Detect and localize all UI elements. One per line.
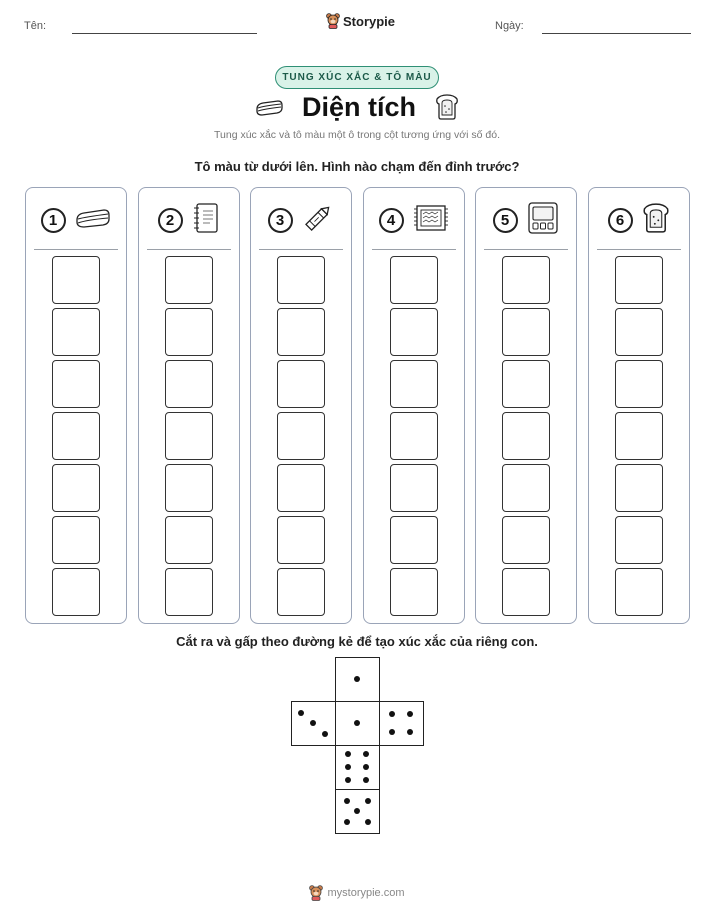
color-cell[interactable] — [615, 464, 663, 512]
column-header — [589, 200, 689, 240]
color-cell[interactable] — [390, 308, 438, 356]
column-number: 4 — [379, 208, 404, 233]
column-2 — [138, 187, 240, 624]
column-divider — [259, 249, 343, 250]
color-cell[interactable] — [277, 412, 325, 460]
rug-icon — [412, 203, 450, 238]
column-header — [364, 200, 464, 240]
die-pip — [363, 777, 369, 783]
die-pip — [363, 764, 369, 770]
color-cell[interactable] — [52, 568, 100, 616]
color-cell[interactable] — [390, 568, 438, 616]
die-pip — [407, 711, 413, 717]
brand-logo — [326, 13, 395, 29]
column-number: 6 — [608, 208, 633, 233]
color-cell[interactable] — [615, 256, 663, 304]
die-pip — [310, 720, 316, 726]
column-number: 2 — [158, 208, 183, 233]
footer-url: mystorypie.com — [327, 887, 405, 899]
activity-pill: TUNG XÚC XẮC & TÔ MÀU — [275, 66, 439, 89]
column-4 — [363, 187, 465, 624]
die-face-1 — [335, 701, 380, 746]
color-cell[interactable] — [277, 516, 325, 564]
column-number: 5 — [493, 208, 518, 233]
notebook-icon — [191, 201, 221, 240]
column-header — [251, 200, 351, 240]
die-pip — [363, 751, 369, 757]
column-1 — [25, 187, 127, 624]
color-cell[interactable] — [52, 360, 100, 408]
color-cell[interactable] — [502, 412, 550, 460]
color-cell[interactable] — [390, 412, 438, 460]
color-cell[interactable] — [277, 568, 325, 616]
color-cell[interactable] — [165, 516, 213, 564]
color-cell[interactable] — [277, 308, 325, 356]
die-pip — [365, 819, 371, 825]
color-cell[interactable] — [277, 256, 325, 304]
column-divider — [597, 249, 681, 250]
color-cell[interactable] — [277, 464, 325, 512]
microwave-icon — [526, 201, 560, 240]
column-number: 3 — [268, 208, 293, 233]
color-cell[interactable] — [615, 360, 663, 408]
crayon-icon — [301, 201, 335, 240]
name-label: Tên: — [24, 20, 47, 32]
towel-icon — [74, 205, 112, 236]
towel-icon — [254, 95, 284, 119]
die-pip — [345, 777, 351, 783]
die-pip — [365, 798, 371, 804]
die-pip — [354, 808, 360, 814]
subtitle: Tung xúc xắc và tô màu một ô trong cột tương ứng với số đó. — [214, 129, 500, 141]
name-line[interactable] — [72, 33, 257, 34]
date-label: Ngày: — [495, 20, 524, 32]
color-cell[interactable] — [52, 256, 100, 304]
die-pip — [389, 711, 395, 717]
color-cell[interactable] — [165, 464, 213, 512]
color-cell[interactable] — [165, 568, 213, 616]
title-row — [0, 88, 714, 126]
die-pip — [354, 720, 360, 726]
column-divider — [372, 249, 456, 250]
column-5 — [475, 187, 577, 624]
bread-icon — [641, 203, 671, 238]
color-cell[interactable] — [502, 256, 550, 304]
column-3 — [250, 187, 352, 624]
die-face-5 — [335, 789, 380, 834]
die-face-4 — [379, 701, 424, 746]
color-cell[interactable] — [502, 464, 550, 512]
color-cell[interactable] — [502, 568, 550, 616]
page-title: Diện tích — [301, 91, 416, 122]
die-pip — [344, 798, 350, 804]
column-divider — [34, 249, 118, 250]
column-header — [139, 200, 239, 240]
column-header — [26, 200, 126, 240]
color-cell[interactable] — [615, 568, 663, 616]
column-header — [476, 200, 576, 240]
die-pip — [354, 676, 360, 682]
footer — [0, 885, 714, 901]
date-line[interactable] — [542, 33, 691, 34]
color-cell[interactable] — [502, 308, 550, 356]
question: Tô màu từ dưới lên. Hình nào chạm đến đỉnh trước? — [194, 159, 520, 174]
column-divider — [147, 249, 231, 250]
brand-name: Storypie — [343, 13, 396, 29]
color-cell[interactable] — [165, 308, 213, 356]
color-cell[interactable] — [52, 516, 100, 564]
color-cell[interactable] — [277, 360, 325, 408]
color-cell[interactable] — [165, 412, 213, 460]
color-cell[interactable] — [165, 256, 213, 304]
bread-icon — [434, 94, 460, 120]
color-cell[interactable] — [52, 412, 100, 460]
color-cell[interactable] — [615, 516, 663, 564]
die-face-1 — [335, 657, 380, 702]
die-face-6 — [335, 745, 380, 790]
die-face-3 — [291, 701, 336, 746]
bear-mascot-icon — [309, 885, 323, 901]
color-cell[interactable] — [52, 464, 100, 512]
bear-mascot-icon — [326, 13, 340, 29]
color-cell[interactable] — [615, 412, 663, 460]
color-cell[interactable] — [165, 360, 213, 408]
die-pip — [298, 710, 304, 716]
die-pip — [322, 731, 328, 737]
color-cell[interactable] — [390, 360, 438, 408]
column-number: 1 — [41, 208, 66, 233]
color-cell[interactable] — [390, 464, 438, 512]
column-divider — [484, 249, 568, 250]
color-cell[interactable] — [390, 516, 438, 564]
die-pip — [345, 751, 351, 757]
die-pip — [344, 819, 350, 825]
color-cell[interactable] — [502, 360, 550, 408]
column-6 — [588, 187, 690, 624]
die-pip — [389, 729, 395, 735]
color-cell[interactable] — [52, 308, 100, 356]
color-cell[interactable] — [502, 516, 550, 564]
cutout-instruction: Cắt ra và gấp theo đường kẻ để tạo xúc xắc của riêng con. — [176, 634, 538, 649]
die-pip — [407, 729, 413, 735]
die-pip — [345, 764, 351, 770]
color-cell[interactable] — [390, 256, 438, 304]
color-cell[interactable] — [615, 308, 663, 356]
